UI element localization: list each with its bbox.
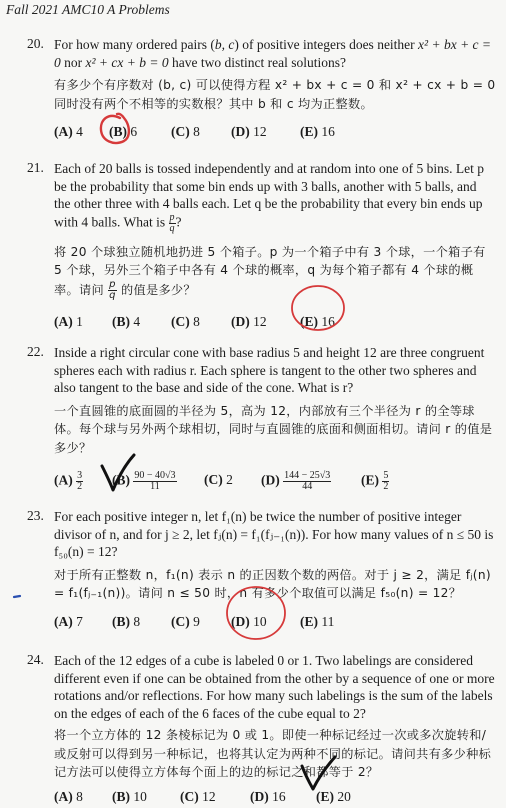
problem-text-en: For each positive integer n, let f₁(n) be twice the number of positive integer divisor of n, and for j ≥ 2, let fⱼ(n) = f₁(fⱼ₋₁(n)). For how many values of n ≤ 50 is f₅₀(n) = 12? bbox=[54, 509, 494, 559]
choice-e: (E) $\frac{5}{2}$ bbox=[361, 470, 389, 492]
choice-e: (E) 20 bbox=[316, 788, 351, 804]
choice-e: (E) 16 bbox=[300, 313, 335, 329]
problem-text-zh: 一个直圆锥的底面圆的半径为 5，高为 12，内部放有三个半径为 r 的全等球体。每个球与另外两个球相切，同时与直圆锥的底面和侧面相切。请问 r 的值是多少？ bbox=[54, 403, 493, 455]
choice-d: (D) 12 bbox=[231, 124, 267, 139]
problem-text-zh: 对于所有正整数 n，f₁(n) 表示 n 的正因数个数的两倍。对于 j ≥ 2，满足 fⱼ(n) = f₁(fⱼ₋₁(n))。请问 n ≤ 50 时，n 有多少个取值可以满足 f₅₀(n) = 12？ bbox=[54, 567, 491, 600]
choice-b: (B) 8 bbox=[112, 613, 141, 629]
choice-b: (B) 6 bbox=[109, 124, 138, 139]
choice-c: (C) 8 bbox=[171, 124, 200, 139]
choice-d: (D) $\frac{144 - 25√3}{44}$ bbox=[261, 470, 331, 492]
choice-d: (D) 16 bbox=[250, 788, 286, 804]
choice-c: (C) 12 bbox=[180, 788, 216, 804]
choice-e: (E) 11 bbox=[300, 613, 335, 629]
choice-c: (C) 9 bbox=[171, 613, 200, 629]
choice-a: (A) 7 bbox=[54, 613, 83, 629]
problem-text-zh: 将一个立方体的 12 条棱标记为 0 或 1。即使一种标记经过一次或多次旋转和/或反射可以得到另一种标记，也将其认定为两种不同的标记。请问共有多少种标记方法可以使得立方体每个面上的边的标记之和都等于 2？ bbox=[54, 728, 492, 779]
choice-a: (A) 4 bbox=[54, 124, 83, 139]
black-check-mark-24e bbox=[302, 757, 335, 789]
page-header: Fall 2021 AMC10 A Problems bbox=[6, 2, 170, 17]
choice-d: (D) 12 bbox=[231, 313, 267, 329]
problem-text-zh: 有多少个有序数对 (b, c) 可以使得方程 x² + bx + c = 0 和 x² + cx + b = 0 同时没有两个不相等的实数根？其中 b 和 c 均为正整数。 bbox=[54, 78, 496, 111]
choice-c: (C) 2 bbox=[204, 472, 233, 487]
choice-e: (E) 16 bbox=[300, 124, 335, 139]
problem-number: 20. bbox=[27, 36, 44, 51]
choice-a: (A) $\frac{3}{2}$ bbox=[54, 470, 83, 492]
problem-number: 21. bbox=[27, 160, 44, 175]
problem-text-en: Inside a right circular cone with base radius 5 and height 12 are three congruent spheres each with radius r. Each sphere is tangent to the other two spheres and also tangent to the base and side of the cone. What is r? bbox=[54, 345, 485, 395]
problem-number: 24. bbox=[27, 652, 44, 667]
problem-text-en: For how many ordered pairs (b, c) of positive integers does neither x² + bx + c = 0 nor x² + cx + b = 0 have two distinct real solutions? bbox=[54, 37, 492, 70]
red-circle-mark-23d bbox=[227, 587, 285, 639]
choice-a: (A) 8 bbox=[54, 788, 83, 804]
choice-b: (B) $\frac{90 - 40√3}{11}$ bbox=[112, 470, 176, 492]
red-circle-mark-21e bbox=[292, 286, 344, 330]
fraction-p-over-q: $\frac{p}{q}$ bbox=[169, 211, 175, 234]
choice-b: (B) 10 bbox=[112, 788, 147, 804]
problem-text-en: Each of the 12 edges of a cube is labeled 0 or 1. Two labelings are considered different even if one can be obtained from the other by a sequence of one or more rotations and/or reflections. For how many such labelings is the sum of the labels on the edges of each of the 6 faces of the cube equal to 2? bbox=[54, 653, 495, 721]
choice-c: (C) 8 bbox=[171, 313, 200, 329]
choice-b: (B) 4 bbox=[112, 313, 141, 329]
problem-text-en: Each of 20 balls is tossed independently and at random into one of 5 bins. Let p be the probability that some bin ends up with 3 balls, another with 5 balls, and the other three with 4 balls each. Let q be the probability that every bin ends up with 4 balls. What is $\frac{p}{q}$ ? bbox=[54, 161, 485, 234]
problem-number: 23. bbox=[27, 508, 44, 523]
choice-d: (D) 10 bbox=[231, 613, 267, 629]
problem-number: 22. bbox=[27, 344, 44, 359]
blue-dash-mark bbox=[14, 596, 20, 597]
black-check-mark-22b bbox=[102, 455, 134, 490]
choice-a: (A) 1 bbox=[54, 313, 83, 329]
problem-text-zh: 将 20 个球独立随机地扔进 5 个箱子。p 为一个箱子中有 3 个球，一个箱子有 5 个球，另外三个箱子中各有 4 个球的概率，q 为每个箱子都有 4 个球的概率。请问 $\frac{p}{q}$ 的值是多少？ bbox=[54, 244, 486, 301]
red-circle-mark-20b bbox=[101, 114, 129, 143]
